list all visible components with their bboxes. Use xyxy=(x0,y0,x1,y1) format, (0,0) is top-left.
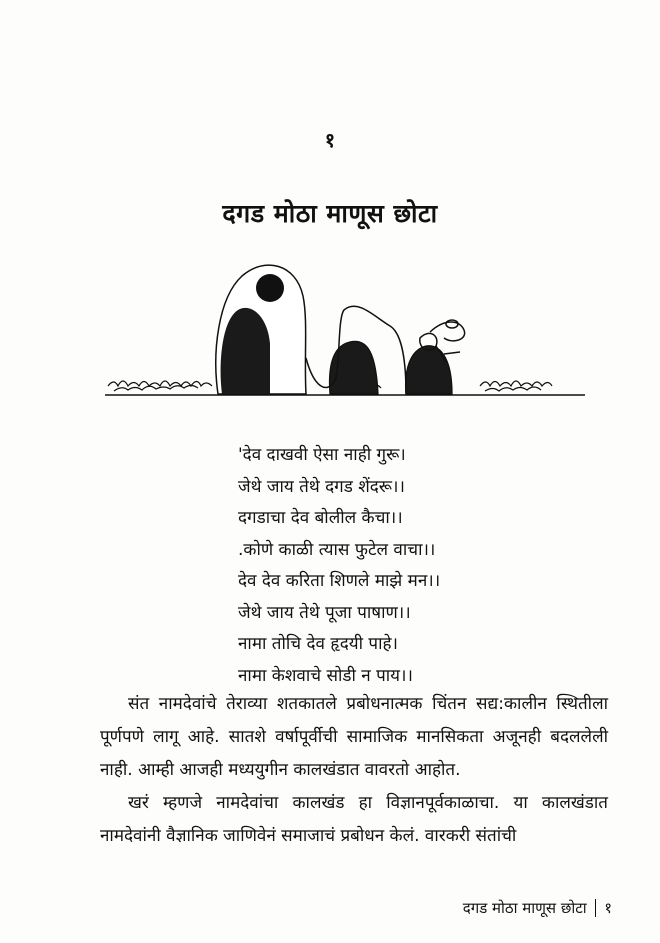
chapter-title: दगड मोठा माणूस छोटा xyxy=(222,199,438,228)
poem-line: दगडाचा देव बोलील कैचा।। xyxy=(238,508,403,528)
body-paragraph: संत नामदेवांचे तेराव्या शतकातले प्रबोधनात्मक चिंतन सद्य:कालीन स्थितीला पूर्णपणे लागू आहे. सातशे वर्षापूर्वीची सामाजिक मानसिकता अजूनही बदललेली नाही. आम्ही आजही मध्ययुगीन कालखंडात वावरतो आहोत. xyxy=(100,694,608,780)
poem-line: जेथे जाय तेथे पूजा पाषाण।। xyxy=(238,602,411,623)
poem-line: नामा केशवाचे सोडी न पाय।। xyxy=(238,665,413,686)
poem-line: देव देव करिता शिणले माझे मन।। xyxy=(238,571,441,591)
poem-line: नामा तोचि देव हृदयी पाहे। xyxy=(238,634,398,654)
prose-block xyxy=(100,688,608,853)
poem-line: .कोणे काळी त्यास फुटेल वाचा।। xyxy=(238,539,436,560)
running-title: दगड मोठा माणूस छोटा xyxy=(462,899,587,917)
stones-and-figure-illustration xyxy=(100,258,590,418)
poem-block xyxy=(238,440,538,692)
poem-line: 'देव दाखवी ऐसा नाही गुरू। xyxy=(238,445,406,465)
body-paragraph: खरं म्हणजे नामदेवांचा कालखंड हा विज्ञानपूर्वकाळाचा. या कालखंडात नामदेवांनी वैज्ञानिक जाणिवेनं समाजाचं प्रबोधन केलं. वारकरी संतांची xyxy=(100,793,608,846)
dark-stone xyxy=(406,346,452,394)
stone-hole xyxy=(256,274,284,302)
page-footer xyxy=(463,898,612,918)
chapter-number: १ xyxy=(324,128,336,152)
footer-divider xyxy=(595,899,597,917)
poem-line: जेथे जाय तेथे दगड शेंदरू।। xyxy=(238,476,405,497)
page-number: १ xyxy=(604,899,612,917)
